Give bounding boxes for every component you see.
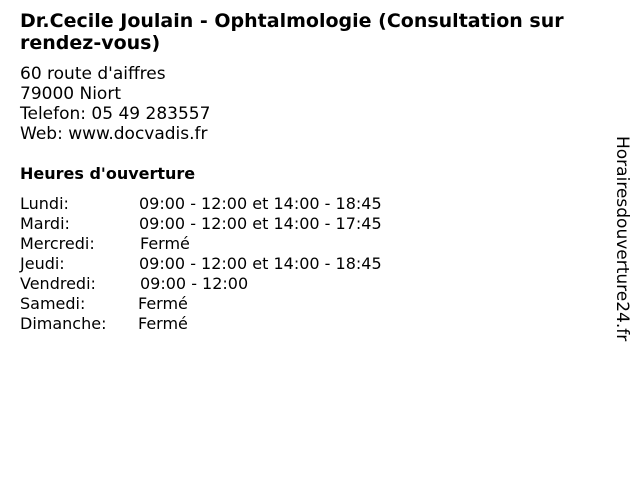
watermark-text: Horairesdouverture24.fr [612,136,632,342]
page-title: Dr.Cecile Joulain - Ophtalmologie (Consultation sur rendez-vous) [20,10,564,54]
day-hours: Fermé [138,294,188,313]
day-label: Lundi: [20,194,69,213]
address-block [20,64,210,144]
phone-number: Telefon: 05 49 283557 [20,104,211,124]
day-label: Jeudi: [20,254,65,273]
address-city: 79000 Niort [20,84,121,104]
day-hours: 09:00 - 12:00 [140,274,249,293]
day-hours: 09:00 - 12:00 et 14:00 - 18:45 [139,194,382,213]
day-hours: 09:00 - 12:00 et 14:00 - 17:45 [139,214,382,233]
opening-hours-heading: Heures d'ouverture [20,164,196,183]
day-label: Mercredi: [20,234,95,253]
day-label: Samedi: [20,294,86,313]
day-hours: Fermé [140,234,190,253]
day-label: Dimanche: [20,314,107,333]
day-hours: 09:00 - 12:00 et 14:00 - 18:45 [139,254,382,273]
day-hours: Fermé [138,314,188,333]
day-label: Mardi: [20,214,70,233]
website: Web: www.docvadis.fr [20,124,208,144]
site-watermark [612,136,632,372]
day-label: Vendredi: [20,274,96,293]
address-street: 60 route d'aiffres [20,64,166,84]
